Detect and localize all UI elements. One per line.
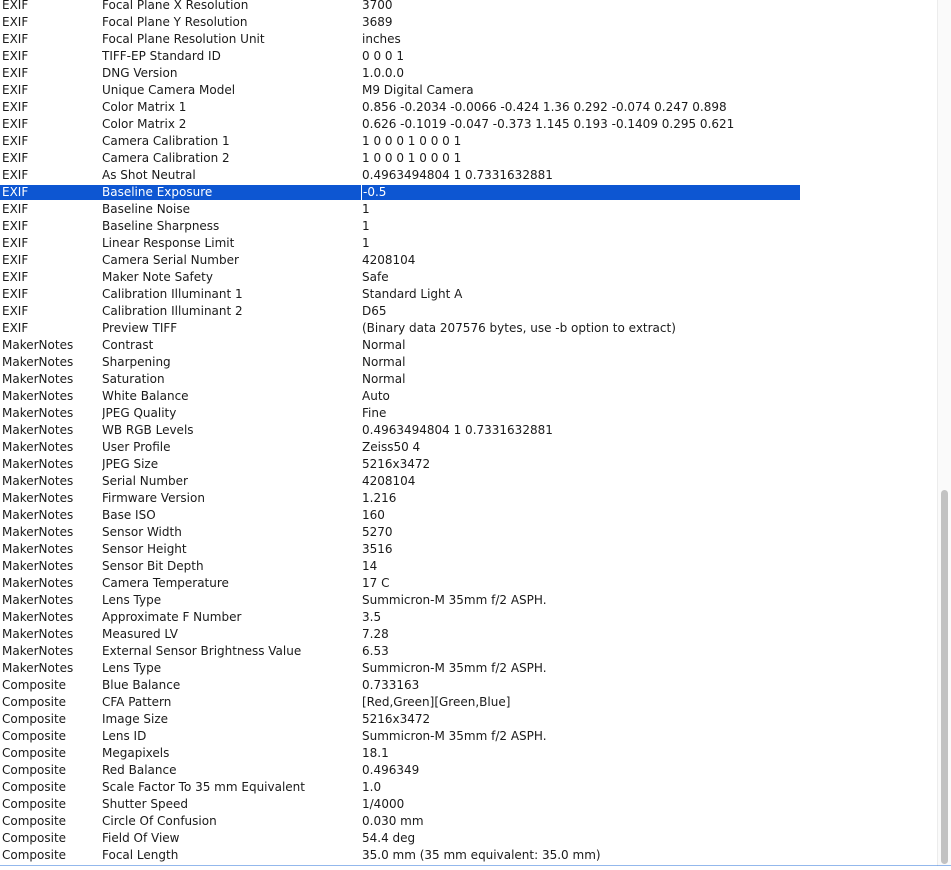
tag-name-cell: Focal Length xyxy=(102,848,179,862)
value-cell: 17 C xyxy=(362,576,390,590)
value-cell: 1 xyxy=(362,219,370,233)
value-cell: 0.030 mm xyxy=(362,814,424,828)
table-row[interactable] xyxy=(0,541,938,558)
table-row[interactable] xyxy=(0,473,938,490)
table-row[interactable] xyxy=(0,847,938,864)
tag-name-cell: Red Balance xyxy=(102,763,177,777)
group-cell: EXIF xyxy=(2,287,29,301)
tag-name-cell: Focal Plane Y Resolution xyxy=(102,15,248,29)
table-row[interactable] xyxy=(0,116,938,133)
group-cell: EXIF xyxy=(2,32,29,46)
scroll-thumb[interactable] xyxy=(941,490,948,864)
tag-name-cell: Contrast xyxy=(102,338,154,352)
table-row[interactable] xyxy=(0,643,938,660)
table-row[interactable] xyxy=(0,167,938,184)
value-cell: [Red,Green][Green,Blue] xyxy=(362,695,511,709)
group-cell: Composite xyxy=(2,797,67,811)
group-cell: MakerNotes xyxy=(2,389,74,403)
value-cell: 18.1 xyxy=(362,746,389,760)
value-cell: Zeiss50 4 xyxy=(362,440,421,454)
tag-name-cell: Color Matrix 2 xyxy=(102,117,187,131)
table-row[interactable] xyxy=(0,745,938,762)
group-cell: Composite xyxy=(2,831,67,845)
tag-name-cell: Camera Calibration 2 xyxy=(102,151,230,165)
group-cell: MakerNotes xyxy=(2,355,74,369)
tag-name-cell: Sensor Bit Depth xyxy=(102,559,204,573)
tag-name-cell: TIFF-EP Standard ID xyxy=(102,49,221,63)
value-cell: 3.5 xyxy=(362,610,382,624)
table-row[interactable] xyxy=(0,677,938,694)
tag-name-cell: Preview TIFF xyxy=(102,321,178,335)
group-cell: MakerNotes xyxy=(2,559,74,573)
table-row[interactable] xyxy=(0,65,938,82)
group-cell: Composite xyxy=(2,712,67,726)
tag-name-cell: Color Matrix 1 xyxy=(102,100,187,114)
group-cell: Composite xyxy=(2,763,67,777)
value-cell: (Binary data 207576 bytes, use -b option to extract) xyxy=(362,321,676,335)
group-cell: EXIF xyxy=(2,321,29,335)
vertical-scrollbar[interactable] xyxy=(937,0,951,866)
value-cell: M9 Digital Camera xyxy=(362,83,474,97)
group-cell: MakerNotes xyxy=(2,338,74,352)
table-row[interactable] xyxy=(0,694,938,711)
table-row[interactable] xyxy=(0,711,938,728)
group-cell: EXIF xyxy=(2,304,29,318)
group-cell: MakerNotes xyxy=(2,406,74,420)
value-cell: 6.53 xyxy=(362,644,389,658)
value-cell: 1.216 xyxy=(362,491,397,505)
tag-name-cell: Image Size xyxy=(102,712,169,726)
group-cell: MakerNotes xyxy=(2,508,74,522)
value-cell: 5216x3472 xyxy=(362,457,431,471)
group-cell: Composite xyxy=(2,746,67,760)
group-cell: MakerNotes xyxy=(2,440,74,454)
tag-name-cell: Calibration Illuminant 1 xyxy=(102,287,243,301)
value-cell: 7.28 xyxy=(362,627,389,641)
tag-name-cell: JPEG Size xyxy=(102,457,159,471)
tag-name-cell: Camera Temperature xyxy=(102,576,229,590)
tag-name-cell: Baseline Sharpness xyxy=(102,219,220,233)
tag-name-cell: DNG Version xyxy=(102,66,178,80)
value-cell: Normal xyxy=(362,338,406,352)
table-row[interactable] xyxy=(0,456,938,473)
tag-name-cell: Unique Camera Model xyxy=(102,83,236,97)
table-row[interactable] xyxy=(0,48,938,65)
value-cell: Summicron-M 35mm f/2 ASPH. xyxy=(362,593,547,607)
value-cell: D65 xyxy=(362,304,387,318)
group-cell: Composite xyxy=(2,814,67,828)
tag-name-cell: External Sensor Brightness Value xyxy=(102,644,302,658)
group-cell: EXIF xyxy=(2,100,29,114)
table-row[interactable] xyxy=(0,133,938,150)
tag-name-cell: Scale Factor To 35 mm Equivalent xyxy=(102,780,305,794)
tag-name-cell: Camera Calibration 1 xyxy=(102,134,230,148)
tag-name-cell: Field Of View xyxy=(102,831,180,845)
group-cell: MakerNotes xyxy=(2,491,74,505)
table-row[interactable] xyxy=(0,354,938,371)
value-cell: 1.0 xyxy=(362,780,382,794)
value-cell: 1/4000 xyxy=(362,797,405,811)
value-cell: 1 xyxy=(362,202,370,216)
value-cell: 5216x3472 xyxy=(362,712,431,726)
tag-name-cell: User Profile xyxy=(102,440,171,454)
table-row[interactable] xyxy=(0,235,938,252)
tag-name-cell: Sensor Height xyxy=(102,542,187,556)
table-row[interactable] xyxy=(0,524,938,541)
group-cell: MakerNotes xyxy=(2,542,74,556)
group-cell: MakerNotes xyxy=(2,525,74,539)
table-row[interactable] xyxy=(0,286,938,303)
table-row[interactable] xyxy=(0,813,938,830)
value-cell: 1 xyxy=(362,236,370,250)
table-row[interactable] xyxy=(0,779,938,796)
tag-name-cell: White Balance xyxy=(102,389,189,403)
tag-name-cell: Blue Balance xyxy=(102,678,181,692)
value-cell: 0.626 -0.1019 -0.047 -0.373 1.145 0.193 -0.1409 0.295 0.621 xyxy=(362,117,735,131)
table-row[interactable] xyxy=(0,575,938,592)
group-cell: EXIF xyxy=(2,134,29,148)
value-cell: 4208104 xyxy=(362,474,416,488)
tag-name-cell: Saturation xyxy=(102,372,165,386)
table-row[interactable] xyxy=(0,99,938,116)
table-row[interactable] xyxy=(0,320,938,337)
group-cell: EXIF xyxy=(2,117,29,131)
tag-name-cell: Linear Response Limit xyxy=(102,236,235,250)
group-cell: MakerNotes xyxy=(2,644,74,658)
value-cell: 1.0.0.0 xyxy=(362,66,404,80)
value-cell: Normal xyxy=(362,355,406,369)
value-cell: Auto xyxy=(362,389,390,403)
table-row[interactable] xyxy=(0,609,938,626)
group-cell: EXIF xyxy=(2,83,29,97)
table-row[interactable] xyxy=(0,31,938,48)
table-row[interactable] xyxy=(0,337,938,354)
tag-name-cell: WB RGB Levels xyxy=(102,423,194,437)
table-row[interactable] xyxy=(0,252,938,269)
value-cell: 0.856 -0.2034 -0.0066 -0.424 1.36 0.292 -0.074 0.247 0.898 xyxy=(362,100,727,114)
value-cell: 0.4963494804 1 0.7331632881 xyxy=(362,423,553,437)
group-cell: EXIF xyxy=(2,270,29,284)
group-cell: EXIF xyxy=(2,202,29,216)
group-cell: Composite xyxy=(2,678,67,692)
group-cell: EXIF xyxy=(2,168,29,182)
value-cell: 35.0 mm (35 mm equivalent: 35.0 mm) xyxy=(362,848,601,862)
table-row[interactable] xyxy=(0,728,938,745)
tag-name-cell: Maker Note Safety xyxy=(102,270,213,284)
group-cell: EXIF xyxy=(2,236,29,250)
tag-name-cell: Megapixels xyxy=(102,746,170,760)
value-cell: 3516 xyxy=(362,542,393,556)
table-row[interactable] xyxy=(0,405,938,422)
table-row[interactable] xyxy=(0,592,938,609)
table-row[interactable] xyxy=(0,762,938,779)
tag-name-cell: Lens Type xyxy=(102,661,162,675)
value-cell: 5270 xyxy=(362,525,393,539)
table-row[interactable] xyxy=(0,507,938,524)
tag-name-cell: Sensor Width xyxy=(102,525,182,539)
group-cell: MakerNotes xyxy=(2,593,74,607)
group-cell: MakerNotes xyxy=(2,372,74,386)
tag-name-cell: Base ISO xyxy=(102,508,156,522)
table-row[interactable] xyxy=(0,184,938,201)
group-cell: EXIF xyxy=(2,219,29,233)
tag-name-cell: Measured LV xyxy=(102,627,179,641)
tag-name-cell: Lens ID xyxy=(102,729,147,743)
table-row[interactable] xyxy=(0,218,938,235)
table-row[interactable] xyxy=(0,14,938,31)
value-cell: 0.733163 xyxy=(362,678,420,692)
tag-name-cell: Focal Plane Resolution Unit xyxy=(102,32,265,46)
tag-name-cell: As Shot Neutral xyxy=(102,168,196,182)
table-row[interactable] xyxy=(0,422,938,439)
group-cell: EXIF xyxy=(2,49,29,63)
value-cell: Safe xyxy=(362,270,389,284)
value-cell: 0.4963494804 1 0.7331632881 xyxy=(362,168,553,182)
tag-name-cell: Baseline Exposure xyxy=(102,185,213,199)
group-cell: Composite xyxy=(2,780,67,794)
table-row[interactable] xyxy=(0,82,938,99)
value-cell: 160 xyxy=(362,508,385,522)
group-cell: MakerNotes xyxy=(2,610,74,624)
table-row[interactable] xyxy=(0,796,938,813)
table-row[interactable] xyxy=(0,490,938,507)
tag-name-cell: CFA Pattern xyxy=(102,695,172,709)
group-cell: EXIF xyxy=(2,66,29,80)
group-cell: MakerNotes xyxy=(2,474,74,488)
value-cell: 0.496349 xyxy=(362,763,420,777)
table-row[interactable] xyxy=(0,201,938,218)
group-cell: EXIF xyxy=(2,0,29,12)
group-cell: MakerNotes xyxy=(2,423,74,437)
group-cell: EXIF xyxy=(2,15,29,29)
tag-name-cell: JPEG Quality xyxy=(102,406,177,420)
table-row[interactable] xyxy=(0,626,938,643)
tag-name-cell: Approximate F Number xyxy=(102,610,242,624)
table-row[interactable] xyxy=(0,558,938,575)
group-cell: MakerNotes xyxy=(2,627,74,641)
tag-name-cell: Calibration Illuminant 2 xyxy=(102,304,243,318)
group-cell: Composite xyxy=(2,695,67,709)
tag-name-cell: Baseline Noise xyxy=(102,202,190,216)
table-row[interactable] xyxy=(0,269,938,286)
group-cell: Composite xyxy=(2,729,67,743)
value-cell: Normal xyxy=(362,372,406,386)
value-cell: 0 0 0 1 xyxy=(362,49,404,63)
value-cell: Summicron-M 35mm f/2 ASPH. xyxy=(362,661,547,675)
value-cell: -0.5 xyxy=(361,184,938,201)
value-cell: Summicron-M 35mm f/2 ASPH. xyxy=(362,729,547,743)
tag-name-cell: Firmware Version xyxy=(102,491,205,505)
tag-name-cell: Focal Plane X Resolution xyxy=(102,0,249,12)
tag-name-cell: Sharpening xyxy=(102,355,171,369)
table-row[interactable] xyxy=(0,371,938,388)
group-cell: MakerNotes xyxy=(2,661,74,675)
group-cell: EXIF xyxy=(2,185,29,199)
value-cell: 14 xyxy=(362,559,378,573)
table-row[interactable] xyxy=(0,388,938,405)
tag-name-cell: Shutter Speed xyxy=(102,797,188,811)
value-cell: Fine xyxy=(362,406,387,420)
group-cell: Composite xyxy=(2,848,67,862)
value-cell: 3689 xyxy=(362,15,393,29)
value-cell: 1 0 0 0 1 0 0 0 1 xyxy=(362,151,462,165)
value-cell: 1 0 0 0 1 0 0 0 1 xyxy=(362,134,462,148)
value-cell: inches xyxy=(362,32,401,46)
group-cell: MakerNotes xyxy=(2,576,74,590)
table-row[interactable] xyxy=(0,0,938,14)
tag-name-cell: Camera Serial Number xyxy=(102,253,239,267)
group-cell: MakerNotes xyxy=(2,457,74,471)
value-cell: Standard Light A xyxy=(362,287,463,301)
table-bottom-edge xyxy=(0,865,951,866)
tag-name-cell: Circle Of Confusion xyxy=(102,814,217,828)
tag-name-cell: Serial Number xyxy=(102,474,188,488)
group-cell: EXIF xyxy=(2,151,29,165)
table-row[interactable] xyxy=(0,830,938,847)
tag-name-cell: Lens Type xyxy=(102,593,162,607)
table-row[interactable] xyxy=(0,303,938,320)
value-cell: 54.4 deg xyxy=(362,831,416,845)
table-row[interactable] xyxy=(0,660,938,677)
group-cell: EXIF xyxy=(2,253,29,267)
table-row[interactable] xyxy=(0,150,938,167)
table-row[interactable] xyxy=(0,439,938,456)
value-cell: 4208104 xyxy=(362,253,416,267)
value-cell: 3700 xyxy=(362,0,393,12)
